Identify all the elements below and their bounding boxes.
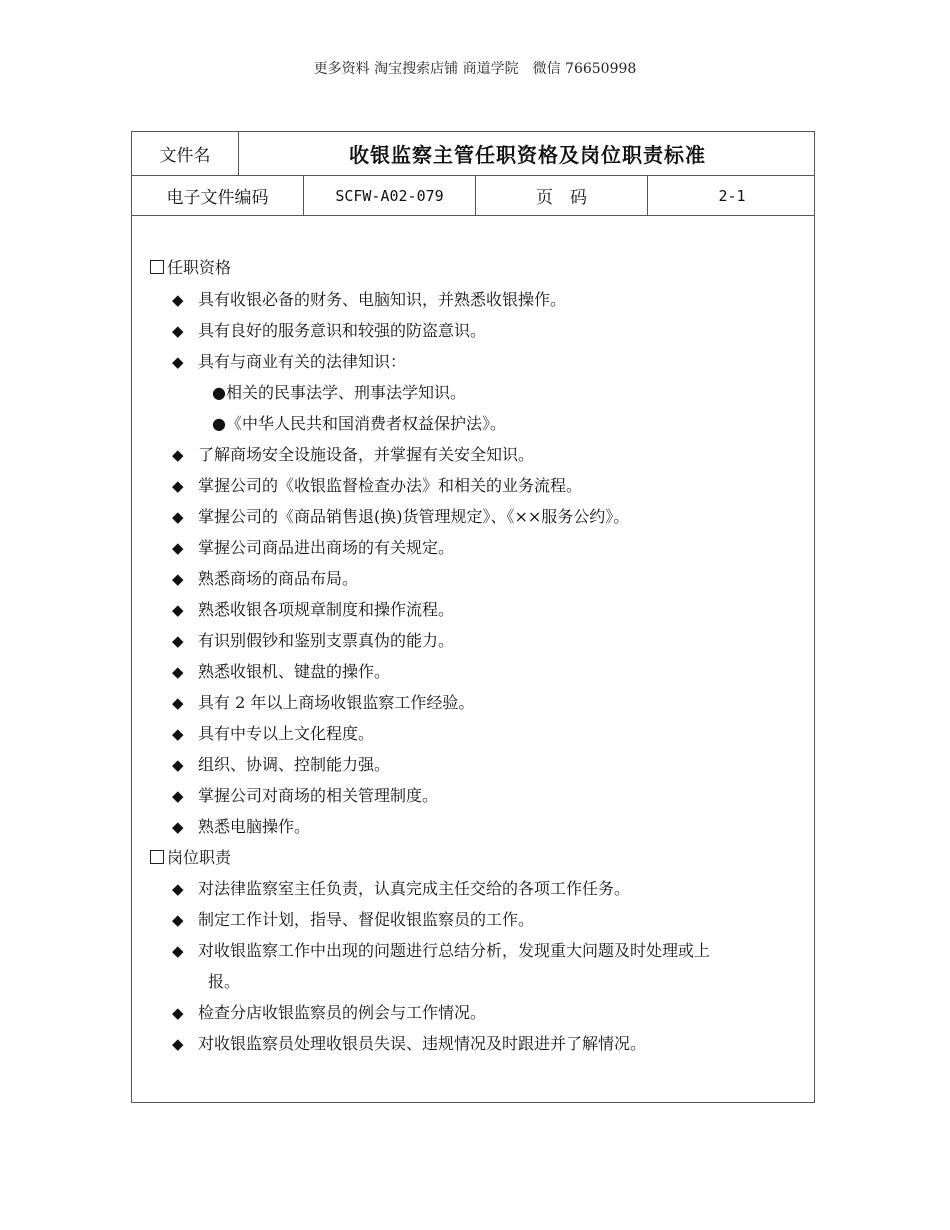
meta-row — [132, 176, 814, 216]
diamond-bullet-icon: ◆ — [172, 570, 184, 588]
list-item: ◆ 对法律监察室主任负责，认真完成主任交给的各项工作任务。 — [172, 879, 631, 898]
diamond-bullet-icon: ◆ — [172, 880, 184, 898]
list-item: ◆ 了解商场安全设施设备，并掌握有关安全知识。 — [172, 445, 535, 464]
diamond-bullet-icon: ◆ — [172, 539, 184, 557]
diamond-bullet-icon: ◆ — [172, 446, 184, 464]
diamond-bullet-icon: ◆ — [172, 508, 184, 526]
list-item: ◆ 熟悉收银各项规章制度和操作流程。 — [172, 600, 455, 619]
duties-heading: 岗位职责 — [150, 845, 231, 868]
diamond-bullet-icon: ◆ — [172, 353, 184, 371]
diamond-bullet-icon: ◆ — [172, 911, 184, 929]
page-value: 2-1 — [718, 186, 746, 205]
diamond-bullet-icon: ◆ — [172, 291, 184, 309]
diamond-bullet-icon: ◆ — [172, 632, 184, 650]
list-item: ◆ 熟悉商场的商品布局。 — [172, 569, 359, 588]
page-label: 页 码 — [476, 176, 648, 215]
checkbox-icon — [150, 260, 164, 274]
code-value: SCFW-A02-079 — [304, 176, 476, 215]
diamond-bullet-icon: ◆ — [172, 756, 184, 774]
diamond-bullet-icon: ◆ — [172, 725, 184, 743]
diamond-bullet-icon: ◆ — [172, 942, 184, 960]
list-item: ◆ 掌握公司商品进出商场的有关规定。 — [172, 538, 455, 557]
list-item: ◆ 具有与商业有关的法律知识： — [172, 352, 407, 371]
header-note: 更多资料 淘宝搜索店铺 商道学院 微信 76650998 — [313, 61, 637, 77]
checkbox-icon — [150, 850, 164, 864]
document-form — [131, 131, 815, 1103]
diamond-bullet-icon: ◆ — [172, 818, 184, 836]
title-row — [132, 132, 814, 176]
list-item: ◆ 掌握公司的《收银监督检查办法》和相关的业务流程。 — [172, 476, 583, 495]
diamond-bullet-icon: ◆ — [172, 663, 184, 681]
list-item: ◆ 检查分店收银监察员的例会与工作情况。 — [172, 1003, 487, 1022]
list-item: ◆ 对收银监察工作中出现的问题进行总结分析，发现重大问题及时处理或上 — [172, 941, 711, 960]
diamond-bullet-icon: ◆ — [172, 1035, 184, 1053]
diamond-bullet-icon: ◆ — [172, 477, 184, 495]
list-item: ◆ 具有中专以上文化程度。 — [172, 724, 375, 743]
file-name-label: 文件名 — [132, 132, 239, 175]
list-item: ◆ 具有收银必备的财务、电脑知识，并熟悉收银操作。 — [172, 290, 567, 309]
sub-list-item: ●相关的民事法学、刑事法学知识。 — [212, 383, 466, 402]
content-body — [132, 216, 814, 1102]
code-label: 电子文件编码 — [132, 176, 304, 215]
list-item: ◆ 熟悉收银机、键盘的操作。 — [172, 662, 391, 681]
list-item: ◆ 掌握公司对商场的相关管理制度。 — [172, 786, 439, 805]
diamond-bullet-icon: ◆ — [172, 694, 184, 712]
list-item: ◆ 具有 2 年以上商场收银监察工作经验。 — [172, 693, 475, 712]
list-item: ◆ 熟悉电脑操作。 — [172, 817, 311, 836]
list-item: ◆ 制定工作计划，指导、督促收银监察员的工作。 — [172, 910, 535, 929]
list-item-continuation: 报。 — [208, 972, 241, 991]
qualifications-heading: 任职资格 — [150, 255, 231, 278]
list-item: ◆ 组织、协调、控制能力强。 — [172, 755, 391, 774]
list-item: ◆ 具有良好的服务意识和较强的防盗意识。 — [172, 321, 487, 340]
list-item: ◆ 有识别假钞和鉴别支票真伪的能力。 — [172, 631, 455, 650]
diamond-bullet-icon: ◆ — [172, 322, 184, 340]
diamond-bullet-icon: ◆ — [172, 787, 184, 805]
sub-list-item: ●《中华人民共和国消费者权益保护法》。 — [212, 414, 506, 433]
list-item: ◆ 对收银监察员处理收银员失误、违规情况及时跟进并了解情况。 — [172, 1034, 647, 1053]
list-item: ◆ 掌握公司的《商品销售退(换)货管理规定》、《××服务公约》。 — [172, 507, 630, 526]
document-title: 收银监察主管任职资格及岗位职责标准 — [349, 143, 706, 167]
diamond-bullet-icon: ◆ — [172, 1004, 184, 1022]
diamond-bullet-icon: ◆ — [172, 601, 184, 619]
